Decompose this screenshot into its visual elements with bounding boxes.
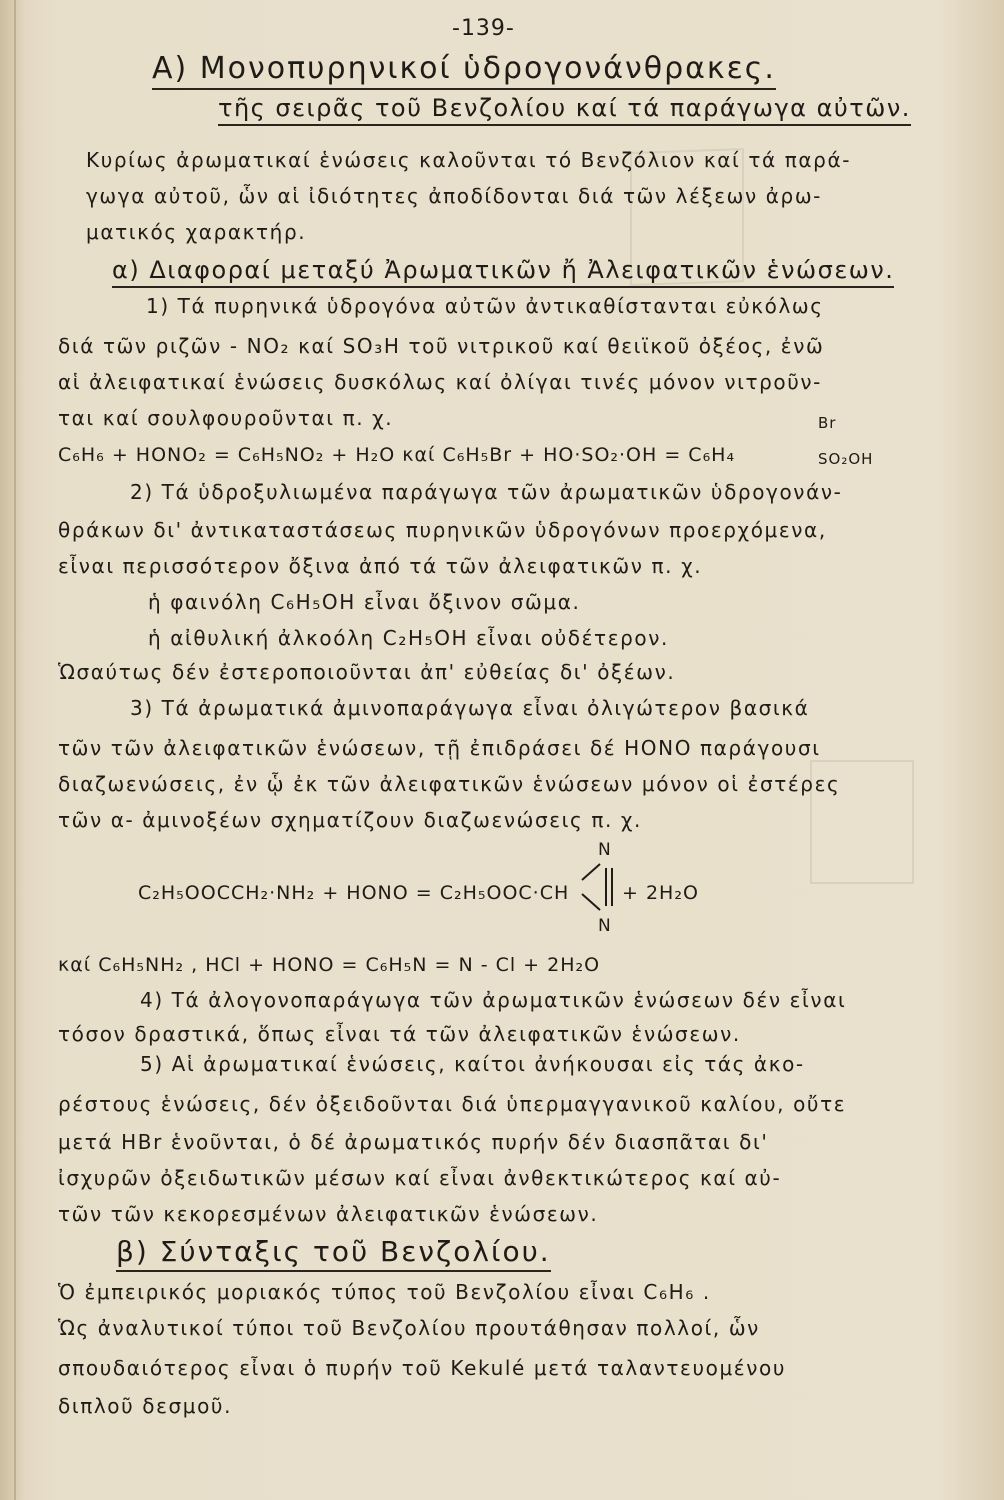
formula-diazo: C₂H₅OOCCH₂·NH₂ + HONO = C₂H₅OOC·CH bbox=[138, 882, 570, 904]
point4-line-1: 4) Τά ἀλογονοπαράγωγα τῶν ἀρωματικῶν ἑνώσεων δέν εἶναι bbox=[140, 988, 847, 1012]
point2-line-2: θράκων δι' ἀντικαταστάσεως πυρηνικῶν ὑδρογόνων προερχόμενα, bbox=[58, 518, 827, 542]
section-a-subtitle-text: τῆς σειρᾶς τοῦ Βενζολίου καί τά παράγωγα αὐτῶν. bbox=[218, 94, 911, 126]
intro-line-1: Κυρίως ἀρωματικαί ἑνώσεις καλοῦνται τό Βενζόλιον καί τά παρά- bbox=[86, 148, 852, 172]
closing-line-1: Ὁ ἐμπειρικός μοριακός τύπος τοῦ Βενζολίου εἶναι C₆H₆ . bbox=[58, 1280, 711, 1304]
point4-line-2: τόσον δραστικά, ὅπως εἶναι τά τῶν ἀλειφατικῶν ἑνώσεων. bbox=[58, 1022, 741, 1046]
intro-line-3: ματικός χαρακτήρ. bbox=[86, 220, 307, 244]
formula-diazo-tail: + 2H₂O bbox=[622, 882, 699, 904]
point1-line-2: διά τῶν ριζῶν - NO₂ καί SO₃H τοῦ νιτρικοῦ καί θειϊκοῦ ὀξέος, ἐνῶ bbox=[58, 334, 825, 358]
point3-line-2: τῶν τῶν ἀλειφατικῶν ἑνώσεων, τῇ ἐπιδράσει δέ HONO παράγουσι bbox=[58, 736, 821, 760]
intro-line-2: γωγα αὐτοῦ, ὧν αἱ ἰδιότητες ἀποδίδονται διά τῶν λέξεων ἀρω- bbox=[86, 184, 822, 208]
formula-nitration-br: Br bbox=[818, 414, 837, 432]
formula-diazo-n-top: N bbox=[598, 840, 612, 860]
diazo-ring-bonds bbox=[578, 858, 618, 918]
point3-line-3: διαζωενώσεις, ἐν ᾧ ἐκ τῶν ἀλειφατικῶν ἑνώσεων μόνον οἱ ἐστέρες bbox=[58, 772, 841, 796]
formula-nitration: C₆H₆ + HONO₂ = C₆H₅NO₂ + H₂O καί C₆H₅Br + HO·SO₂·OH = C₆H₄ bbox=[58, 444, 736, 466]
point2-line-6: Ὡσαύτως δέν ἐστεροποιοῦνται ἀπ' εὐθείας δι' ὀξέων. bbox=[58, 660, 676, 684]
formula-nitration-so2oh: SO₂OH bbox=[818, 450, 874, 468]
point5-line-1: 5) Αἱ ἀρωματικαί ἑνώσεις, καίτοι ἀνήκουσαι εἰς τάς ἀκο- bbox=[140, 1052, 805, 1076]
point2-line-1: 2) Τά ὑδροξυλιωμένα παράγωγα τῶν ἀρωματικῶν ὑδρογονάν- bbox=[130, 480, 843, 504]
closing-line-4: διπλοῦ δεσμοῦ. bbox=[58, 1394, 233, 1418]
closing-line-3: σπουδαιότερος εἶναι ὁ πυρήν τοῦ Kekulé μετά ταλαντευομένου bbox=[58, 1356, 786, 1380]
subsection-a-heading-text: α) Διαφοραί μεταξύ Ἀρωματικῶν ἤ Ἀλειφατικῶν ἑνώσεων. bbox=[112, 256, 894, 288]
point5-line-3: μετά HBr ἑνοῦνται, ὁ δέ ἀρωματικός πυρήν δέν διασπᾶται δι' bbox=[58, 1130, 769, 1154]
subsection-b-heading-text: β) Σύνταξις τοῦ Βενζολίου. bbox=[116, 1235, 551, 1272]
subsection-b-heading bbox=[116, 1235, 551, 1268]
point2-line-3: εἶναι περισσότερον ὄξινα ἀπό τά τῶν ἀλειφατικῶν π. χ. bbox=[58, 554, 703, 578]
point1-line-3: αἱ ἀλειφατικαί ἑνώσεις δυσκόλως καί ὀλίγαι τινές μόνον νιτροῦν- bbox=[58, 370, 822, 394]
page-margin-line bbox=[14, 0, 16, 1500]
point5-line-5: τῶν τῶν κεκορεσμένων ἀλειφατικῶν ἑνώσεων. bbox=[58, 1202, 599, 1226]
formula-diazonium: καί C₆H₅NH₂ , HCl + HONO = C₆H₅N = N - Cl + 2H₂O bbox=[58, 954, 601, 976]
section-a-subtitle bbox=[218, 96, 911, 120]
point3-line-4: τῶν α- ἀμινοξέων σχηματίζουν διαζωενώσεις π. χ. bbox=[58, 808, 642, 832]
point5-line-4: ἰσχυρῶν ὀξειδωτικῶν μέσων καί εἶναι ἀνθεκτικώτερος καί αὐ- bbox=[58, 1166, 782, 1190]
formula-diazo-n-bottom: N bbox=[598, 916, 612, 936]
point5-line-2: ρέστους ἑνώσεις, δέν ὀξειδοῦνται διά ὑπερμαγγανικοῦ καλίου, οὔτε bbox=[58, 1092, 847, 1116]
closing-line-2: Ὡς ἀναλυτικοί τύποι τοῦ Βενζολίου προυτάθησαν πολλοί, ὧν bbox=[58, 1316, 760, 1340]
point1-line-4: ται καί σουλφουροῦνται π. χ. bbox=[58, 406, 394, 430]
section-a-title bbox=[152, 51, 776, 86]
point2-line-5: ἡ αἰθυλική ἀλκοόλη C₂H₅OH εἶναι οὐδέτερον. bbox=[148, 626, 669, 650]
point3-line-1: 3) Τά ἀρωματικά ἀμινοπαράγωγα εἶναι ὀλιγώτερον βασικά bbox=[130, 696, 810, 720]
section-a-title-text: A) Μονοπυρηνικοί ὑδρογονάνθρακες. bbox=[152, 51, 776, 90]
point1-line-1: 1) Τά πυρηνικά ὑδρογόνα αὐτῶν ἀντικαθίστανται εὐκόλως bbox=[146, 294, 824, 318]
subsection-a-heading bbox=[112, 258, 894, 282]
point2-line-4: ἡ φαινόλη C₆H₅OH εἶναι ὄξινον σῶμα. bbox=[148, 590, 581, 614]
page-number: -139- bbox=[452, 16, 515, 41]
